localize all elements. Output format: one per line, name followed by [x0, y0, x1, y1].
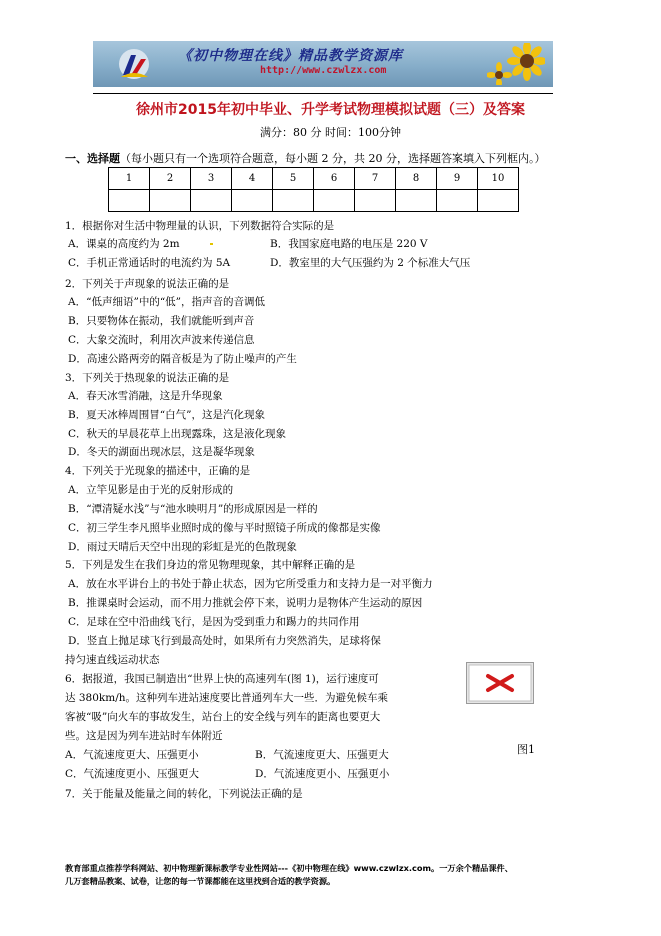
- footer-line-1: 教育部重点推荐学科网站、初中物理新课标教学专业性网站---《初中物理在线》www.czwlzx.com。一万余个精品课件、: [65, 863, 513, 873]
- score-and-time: 满分：80 分 时间：100分钟: [260, 126, 401, 139]
- question-4-option-a: A．立竿见影是由于光的反射形成的: [68, 484, 234, 496]
- site-logo: [117, 47, 151, 81]
- section-title: 一、选择题: [65, 152, 120, 165]
- question-2-option-d: D．高速公路两旁的隔音板是为了防止噪声的产生: [68, 353, 297, 365]
- question-2-stem: 2．下列关于声现象的说法正确的是: [65, 278, 230, 290]
- question-6-option-c: C．气流速度更小、压强更大: [65, 768, 200, 780]
- answer-cell[interactable]: [232, 190, 273, 212]
- question-2-option-a: A．“低声细语”中的“低”，指声音的音调低: [68, 296, 266, 308]
- question-6-stem-line-4: 些。这是因为列车进站时车体附近: [65, 730, 223, 742]
- site-banner: [93, 41, 553, 87]
- figure-1-label: 图1: [517, 743, 535, 756]
- answer-cell[interactable]: [437, 190, 478, 212]
- section-instruction: （每小题只有一个选项符合题意，每小题 2 分，共 20 分，选择题答案填入下列框内。）: [120, 152, 546, 165]
- answer-table-header-row: [109, 168, 519, 190]
- question-4-option-d: D．雨过天晴后天空中出现的彩虹是光的色散现象: [68, 541, 297, 553]
- question-1-option-a: A．课桌的高度约为 2m: [68, 237, 213, 251]
- broken-image-icon: [466, 662, 534, 704]
- question-1-option-d: D．教室里的大气压强约为 2 个标准大气压: [270, 257, 471, 269]
- question-4-option-b: B．“潭清疑水浅”与“池水映明月”的形成原因是一样的: [68, 503, 318, 515]
- question-3-stem: 3．下列关于热现象的说法正确的是: [65, 372, 230, 384]
- question-3-option-d: D．冬天的湖面出现冰层，这是凝华现象: [68, 446, 255, 458]
- section-heading: [65, 150, 545, 166]
- question-1-option-c: C．手机正常通话时的电流约为 5A: [68, 257, 231, 269]
- question-6-option-a: A．气流速度更大、压强更小: [65, 749, 199, 761]
- question-6-stem-line-3: 客被“吸”向火车的事故发生，站台上的安全线与列车的距离也要更大: [65, 711, 381, 723]
- sunflower-image: [487, 43, 545, 85]
- answer-cell[interactable]: [314, 190, 355, 212]
- question-4-option-c: C．初三学生李凡照毕业照时成的像与平时照镜子所成的像都是实像: [68, 522, 381, 534]
- question-6-option-d: D．气流速度更小、压强更小: [255, 768, 390, 780]
- question-5-option-c: C．足球在空中沿曲线飞行，是因为受到重力和踢力的共同作用: [68, 616, 360, 628]
- answer-table-header-cell: 1: [109, 168, 150, 190]
- answer-table-header-cell: 10: [478, 168, 519, 190]
- answer-table: [108, 167, 519, 212]
- question-3-option-c: C．秋天的早晨花草上出现露珠，这是液化现象: [68, 428, 287, 440]
- document-title: 徐州市2015年初中毕业、升学考试物理模拟试题（三）及答案: [136, 102, 525, 118]
- answer-table-header-cell: 9: [437, 168, 478, 190]
- question-2-option-c: C．大象交流时，利用次声波来传递信息: [68, 334, 255, 346]
- answer-cell[interactable]: [396, 190, 437, 212]
- stray-mark: [210, 243, 213, 245]
- banner-url[interactable]: http://www.czwlzx.com: [260, 65, 387, 76]
- question-6-stem-line-2: 达 380km/h。这种列车进站速度要比普通列车大一些．为避免候车乘: [65, 692, 388, 704]
- header-rule: [93, 93, 553, 94]
- question-3-option-b: B．夏天冰棒周围冒“白气”，这是汽化现象: [68, 409, 265, 421]
- question-6-stem-line-1: 6．据报道，我国已制造出“世界上快的高速列车(图 1)，运行速度可: [65, 673, 379, 685]
- page-footer: [65, 862, 513, 888]
- answer-table-header-cell: 3: [191, 168, 232, 190]
- question-7-stem: 7．关于能量及能量之间的转化，下列说法正确的是: [65, 788, 303, 800]
- question-3-option-a: A．春天冰雪消融，这是升华现象: [68, 390, 223, 402]
- question-5-option-b: B．推课桌时会运动，而不用力推就会停下来，说明力是物体产生运动的原因: [68, 597, 423, 609]
- answer-table-header-cell: 5: [273, 168, 314, 190]
- answer-cell[interactable]: [109, 190, 150, 212]
- question-6-option-b: B．气流速度更大、压强更大: [255, 749, 389, 761]
- question-1-option-b: B．我国家庭电路的电压是 220 V: [270, 238, 428, 250]
- question-5-continuation: 持匀速直线运动状态: [65, 654, 160, 666]
- question-4-stem: 4．下列关于光现象的描述中，正确的是: [65, 465, 251, 477]
- answer-table-header-cell: 7: [355, 168, 396, 190]
- question-5-option-a: A．放在水平讲台上的书处于静止状态，因为它所受重力和支持力是一对平衡力: [68, 578, 433, 590]
- answer-cell[interactable]: [191, 190, 232, 212]
- banner-title: 《初中物理在线》精品教学资源库: [178, 48, 403, 64]
- answer-table-header-cell: 6: [314, 168, 355, 190]
- answer-table-answer-row: [109, 190, 519, 212]
- answer-table-header-cell: 4: [232, 168, 273, 190]
- answer-cell[interactable]: [150, 190, 191, 212]
- question-2-option-b: B．只要物体在振动，我们就能听到声音: [68, 315, 255, 327]
- question-5-stem: 5．下列是发生在我们身边的常见物理现象，其中解释正确的是: [65, 559, 356, 571]
- question-5-option-d: D．竖直上抛足球飞行到最高处时，如果所有力突然消失，足球将保: [68, 635, 381, 647]
- answer-cell[interactable]: [355, 190, 396, 212]
- answer-cell[interactable]: [478, 190, 519, 212]
- question-1-stem: 1．根据你对生活中物理量的认识，下列数据符合实际的是: [65, 220, 335, 232]
- footer-line-2: 几万套精品教案、试卷，让您的每一节课都能在这里找到合适的教学资源。: [65, 876, 336, 886]
- answer-cell[interactable]: [273, 190, 314, 212]
- answer-table-header-cell: 2: [150, 168, 191, 190]
- answer-table-header-cell: 8: [396, 168, 437, 190]
